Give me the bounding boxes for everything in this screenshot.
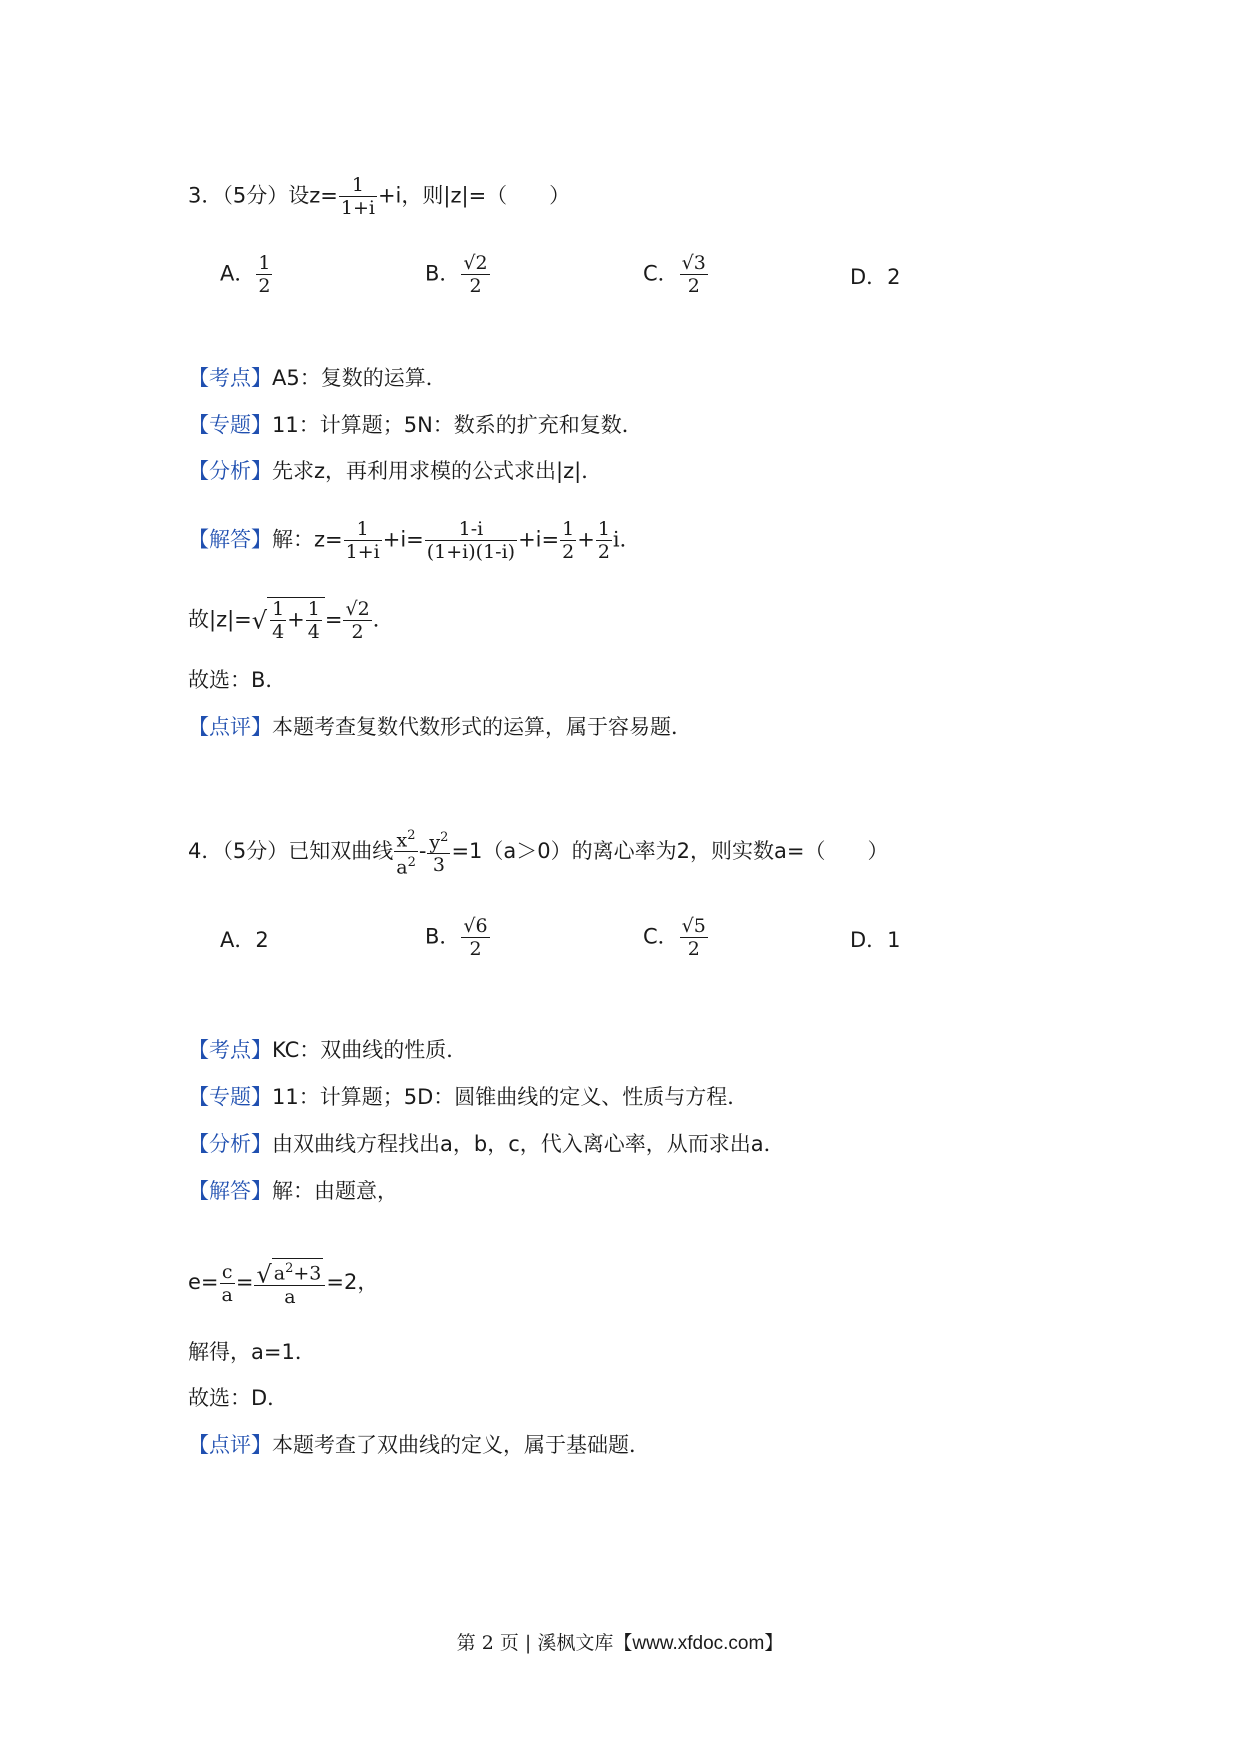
option-fraction bbox=[256, 252, 272, 297]
section-tag: 【分析】 bbox=[188, 459, 272, 483]
frac-den: 1+i bbox=[340, 197, 375, 219]
answer-text: 故选：B． bbox=[188, 668, 287, 692]
frac-num: 1 bbox=[339, 174, 377, 197]
section-text: 11：计算题；5D：圆锥曲线的定义、性质与方程． bbox=[272, 1085, 749, 1109]
frac-den: 2 bbox=[687, 275, 700, 297]
sqrt-body bbox=[272, 1258, 324, 1283]
q3-stem-prefix: 3．（5分）设 bbox=[188, 183, 310, 208]
radical-icon: √ bbox=[251, 606, 268, 635]
q4-e-line bbox=[188, 1258, 378, 1308]
frac-den: 2 bbox=[597, 541, 610, 563]
q4-stem-minus: - bbox=[418, 838, 427, 863]
option-label: D． bbox=[850, 265, 888, 289]
solution-fraction bbox=[343, 598, 371, 643]
option-label: A． bbox=[220, 261, 256, 286]
q3-stem-z: z= bbox=[309, 183, 338, 208]
q3-kaodian bbox=[188, 363, 447, 393]
frac-den: 3 bbox=[432, 854, 445, 877]
q3-dianping bbox=[188, 712, 692, 742]
q3-stem-abs: |z|=（ ） bbox=[443, 183, 571, 208]
frac-num: 1 bbox=[344, 518, 382, 541]
section-text: A5：复数的运算． bbox=[272, 366, 447, 390]
q4-guxuan bbox=[188, 1383, 288, 1413]
q3-jieda bbox=[188, 518, 641, 563]
option-label: B． bbox=[425, 924, 461, 949]
q4-option-a[interactable] bbox=[220, 925, 269, 955]
page-footer bbox=[0, 1628, 1240, 1655]
frac-num: √2 bbox=[345, 598, 370, 620]
q4-stem-prefix: 4．（5分）已知双曲线 bbox=[188, 838, 394, 863]
frac-den: 2 bbox=[562, 541, 575, 563]
q4-stem-suffix: =1（a＞0）的离心率为2，则实数a=（ ） bbox=[451, 838, 889, 863]
section-tag: 【专题】 bbox=[188, 1085, 272, 1109]
site-url[interactable]: 【www.xfdoc.com】 bbox=[613, 1633, 784, 1654]
answer-text: 故选：D． bbox=[188, 1386, 289, 1410]
solution-fraction bbox=[560, 518, 576, 563]
frac-num: 1 bbox=[307, 598, 320, 620]
section-text: 解：由题意， bbox=[272, 1179, 398, 1203]
solution-fraction bbox=[220, 1261, 235, 1306]
q3-stem-plus: +i，则 bbox=[377, 183, 444, 208]
q3-option-c[interactable] bbox=[643, 252, 709, 297]
q3-stem bbox=[188, 174, 570, 219]
frac-num: x bbox=[396, 829, 408, 852]
frac-sup: 2 bbox=[407, 828, 416, 843]
frac-num: a bbox=[273, 1262, 286, 1285]
solution-text: +i= bbox=[518, 527, 560, 552]
section-text: 由双曲线方程找出a，b，c，代入离心率，从而求出a． bbox=[272, 1132, 785, 1156]
frac-num: √6 bbox=[463, 915, 488, 937]
solution-fraction bbox=[306, 598, 322, 643]
option-fraction bbox=[461, 915, 489, 960]
solution-text: = bbox=[235, 1270, 254, 1295]
q3-gu-line bbox=[188, 597, 394, 643]
frac-den: 2 bbox=[469, 938, 482, 960]
page-number: 第 2 页 bbox=[456, 1632, 519, 1654]
frac-sup: 2 bbox=[285, 1261, 294, 1276]
section-tag: 【分析】 bbox=[188, 1132, 272, 1156]
q4-stem bbox=[188, 825, 888, 879]
frac-num: √5 bbox=[681, 915, 706, 937]
q4-option-c[interactable] bbox=[643, 915, 709, 960]
section-tag: 【解答】 bbox=[188, 527, 272, 552]
q3-option-a[interactable] bbox=[220, 252, 273, 297]
frac-num: 1-i bbox=[425, 518, 517, 541]
radical-icon: √ bbox=[256, 1260, 272, 1289]
solution-text: + bbox=[577, 527, 595, 552]
option-label: B． bbox=[425, 261, 461, 286]
solution-text: i． bbox=[612, 527, 641, 552]
q4-fenxi bbox=[188, 1129, 785, 1159]
frac-num: 1 bbox=[272, 598, 285, 620]
frac-sup: 2 bbox=[407, 855, 416, 871]
frac-den: 4 bbox=[307, 621, 320, 643]
frac-num: √2 bbox=[463, 252, 488, 274]
q3-option-b[interactable] bbox=[425, 252, 491, 297]
q4-jiede bbox=[188, 1337, 316, 1367]
q4-stem-fraction-y bbox=[427, 827, 450, 876]
section-tag: 【解答】 bbox=[188, 1179, 272, 1203]
frac-den: 2 bbox=[258, 275, 271, 297]
q4-kaodian bbox=[188, 1035, 467, 1065]
section-text: 先求z，再利用求模的公式求出|z|． bbox=[272, 459, 603, 483]
frac-num: c bbox=[220, 1261, 235, 1284]
q3-guxuan bbox=[188, 665, 286, 695]
option-label: D． bbox=[850, 928, 888, 952]
section-tag: 【点评】 bbox=[188, 715, 272, 739]
frac-num: 1 bbox=[597, 518, 610, 540]
frac-num: y bbox=[429, 831, 441, 854]
solution-text: + bbox=[287, 607, 305, 632]
section-text: 本题考查复数代数形式的运算，属于容易题． bbox=[272, 715, 692, 739]
solution-text: =2， bbox=[326, 1270, 379, 1295]
q4-zhuanti bbox=[188, 1082, 748, 1112]
frac-num: √3 bbox=[681, 252, 706, 274]
frac-den: a bbox=[396, 856, 408, 879]
section-tag: 【考点】 bbox=[188, 1038, 272, 1062]
frac-den: 2 bbox=[687, 938, 700, 960]
frac-den: a bbox=[284, 1286, 296, 1309]
frac-den: (1+i)(1-i) bbox=[426, 541, 516, 563]
solution-fraction bbox=[425, 518, 517, 563]
solution-text: = bbox=[324, 607, 343, 632]
frac-den: 2 bbox=[469, 275, 482, 297]
section-tag: 【考点】 bbox=[188, 366, 272, 390]
frac-den: 2 bbox=[351, 621, 364, 643]
section-text: KC：双曲线的性质． bbox=[272, 1038, 468, 1062]
frac-den: a bbox=[221, 1283, 233, 1306]
solution-text: 解得，a=1． bbox=[188, 1340, 316, 1364]
frac-num-rest: +3 bbox=[293, 1262, 322, 1285]
q3-stem-fraction bbox=[339, 174, 377, 219]
option-label: A． bbox=[220, 928, 256, 952]
section-text: 11：计算题；5N：数系的扩充和复数． bbox=[272, 413, 643, 437]
section-tag: 【点评】 bbox=[188, 1433, 272, 1457]
solution-fraction bbox=[344, 518, 382, 563]
q4-dianping bbox=[188, 1430, 650, 1460]
option-fraction bbox=[680, 252, 708, 297]
solution-fraction bbox=[596, 518, 612, 563]
solution-text: 解：z= bbox=[272, 527, 343, 552]
option-fraction bbox=[461, 252, 489, 297]
solution-text: 故|z|= bbox=[188, 607, 252, 632]
section-text: 本题考查了双曲线的定义，属于基础题． bbox=[272, 1433, 650, 1457]
q3-fenxi bbox=[188, 456, 602, 486]
q3-zhuanti bbox=[188, 410, 643, 440]
frac-num: 1 bbox=[258, 252, 271, 274]
solution-text: +i= bbox=[382, 527, 424, 552]
sqrt-body bbox=[267, 597, 325, 643]
option-fraction bbox=[680, 915, 708, 960]
q3-option-d[interactable] bbox=[850, 262, 901, 292]
q4-jieda bbox=[188, 1176, 398, 1206]
solution-text: e= bbox=[188, 1270, 219, 1295]
solution-fraction bbox=[254, 1258, 325, 1308]
frac-den: 4 bbox=[272, 621, 285, 643]
option-value: 2 bbox=[887, 265, 901, 289]
frac-num: 1 bbox=[562, 518, 575, 540]
option-value: 1 bbox=[887, 928, 901, 952]
section-tag: 【专题】 bbox=[188, 413, 272, 437]
option-label: C． bbox=[643, 924, 679, 949]
site-name: 溪枫文库 bbox=[537, 1632, 614, 1654]
q4-option-d[interactable] bbox=[850, 925, 901, 955]
option-value: 2 bbox=[255, 928, 269, 952]
frac-sup: 2 bbox=[440, 830, 449, 846]
footer-separator: | bbox=[524, 1632, 532, 1654]
solution-fraction bbox=[270, 598, 286, 643]
solution-text: ． bbox=[372, 607, 394, 632]
q4-option-b[interactable] bbox=[425, 915, 491, 960]
option-label: C． bbox=[643, 261, 679, 286]
frac-den: 1+i bbox=[345, 541, 380, 563]
q4-stem-fraction-x bbox=[394, 825, 418, 879]
